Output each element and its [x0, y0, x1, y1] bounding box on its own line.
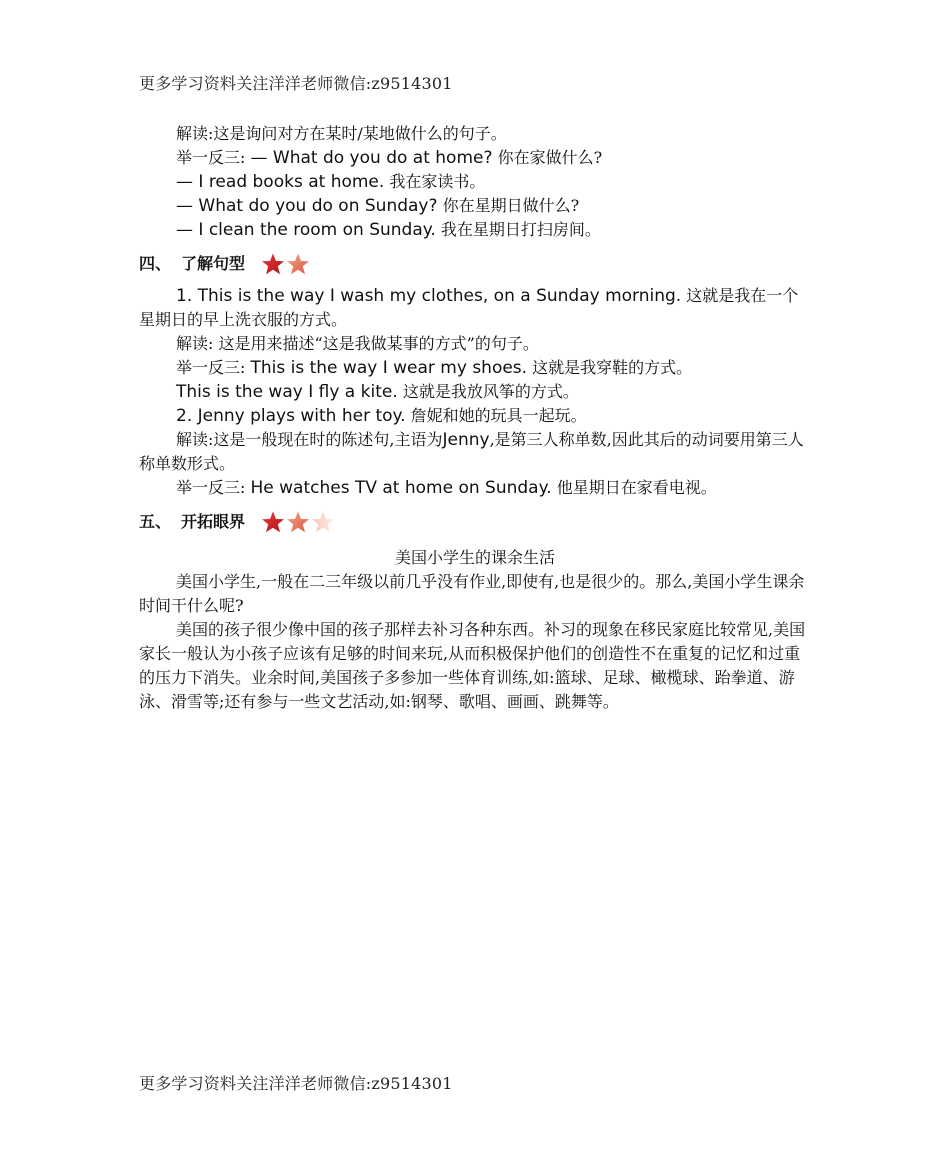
star-icon: [286, 510, 310, 534]
section-number: 四、: [139, 254, 172, 273]
top-jiedu: 解读:这是询问对方在某时/某地做什么的句子。: [176, 124, 507, 143]
example-cn: 我在家读书。: [384, 172, 486, 191]
article-paragraph-1: 美国小学生,一般在二三年级以前几乎没有作业,即使有,也是很少的。那么,美国小学生课余时间干什么呢?: [139, 572, 805, 615]
sentence-2-jiedu: [139, 428, 811, 476]
section-4-heading: [139, 250, 811, 278]
example-cn: 我在星期日打扫房间。: [435, 220, 601, 239]
sentence-en: 1. This is the way I wash my clothes, on a Sunday morning.: [176, 286, 682, 306]
example-cn: 这就是我穿鞋的方式。: [527, 358, 693, 377]
example-en: This is the way I fly a kite.: [176, 382, 398, 402]
page-header: 更多学习资料关注洋洋老师微信:z9514301: [139, 74, 453, 93]
section-title: 了解句型: [181, 254, 246, 273]
difficulty-stars: [261, 510, 335, 534]
top-example-4: [139, 218, 811, 242]
example-cn: 你在家做什么?: [492, 148, 603, 167]
example-en: — What do you do on Sunday?: [176, 196, 438, 216]
jiedu-part: 解读:这是一般现在时的陈述句,主语为: [176, 430, 443, 449]
sentence-1-example-2: [139, 380, 811, 404]
example-cn: 你在星期日做什么?: [437, 196, 580, 215]
example-cn: 这就是我放风筝的方式。: [397, 382, 579, 401]
star-icon: [261, 252, 285, 276]
example-en: — I read books at home.: [176, 172, 385, 192]
jiedu-en: Jenny: [442, 430, 490, 450]
sentence-en: 2. Jenny plays with her toy.: [176, 406, 406, 426]
section-5-heading: [139, 508, 811, 536]
article-title: 美国小学生的课余生活: [394, 548, 555, 567]
sentence-2-example: [139, 476, 811, 500]
top-example-1: [139, 146, 811, 170]
example-en: — I clean the room on Sunday.: [176, 220, 436, 240]
top-example-3: [139, 194, 811, 218]
document-body: [139, 122, 811, 714]
example-en: He watches TV at home on Sunday.: [250, 478, 552, 498]
example-en: — What do you do at home?: [250, 148, 493, 168]
difficulty-stars: [261, 252, 310, 276]
example-label: 举一反三:: [176, 478, 251, 497]
sentence-1-jiedu: 解读: 这是用来描述“这是我做某事的方式”的句子。: [176, 334, 539, 353]
sentence-cn: 詹妮和她的玩具一起玩。: [405, 406, 587, 425]
jiedu-part: ,是第三人称单数,因此其后的动词要用第三人称单数形式。: [139, 430, 804, 473]
sentence-1: [139, 284, 811, 332]
sentence-2: [139, 404, 811, 428]
star-icon: [261, 510, 285, 534]
example-label: 举一反三:: [176, 148, 251, 167]
example-cn: 他星期日在家看电视。: [551, 478, 717, 497]
section-number: 五、: [139, 512, 172, 531]
sentence-cn: 这就是我在一个星期日的早上洗衣服的方式。: [139, 286, 799, 329]
section-title: 开拓眼界: [181, 512, 246, 531]
top-example-2: [139, 170, 811, 194]
example-label: 举一反三:: [176, 358, 251, 377]
article-paragraph-2: 美国的孩子很少像中国的孩子那样去补习各种东西。补习的现象在移民家庭比较常见,美国家长一般认为小孩子应该有足够的时间来玩,从而积极保护他们的创造性不在重复的记忆和过重的压力下消失。业余时间,美国孩子多参加一些体育训练,如:篮球、足球、橄榄球、跆拳道、游泳、滑雪等;还有参与一些文艺活动,如:钢琴、歌唱、画画、跳舞等。: [139, 620, 806, 711]
page-footer: 更多学习资料关注洋洋老师微信:z9514301: [139, 1074, 453, 1093]
example-en: This is the way I wear my shoes.: [250, 358, 528, 378]
star-half-icon: [311, 510, 335, 534]
sentence-1-example-1: [139, 356, 811, 380]
star-half-icon: [286, 252, 310, 276]
